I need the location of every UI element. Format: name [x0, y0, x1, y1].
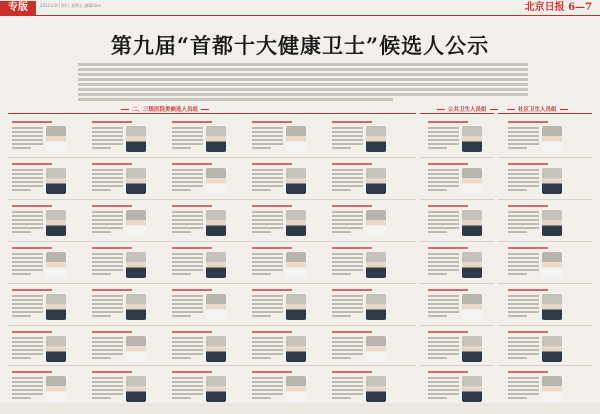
candidate-name-bar	[508, 121, 548, 123]
candidate-name-bar	[332, 331, 372, 333]
candidate-photo	[462, 294, 482, 320]
candidate-photo	[542, 336, 562, 362]
row-divider	[498, 283, 592, 284]
candidate-name-bar	[252, 331, 292, 333]
candidate-photo	[366, 376, 386, 402]
top-bar	[0, 0, 600, 16]
candidate-bio-text	[12, 295, 43, 319]
candidate-bio-text	[428, 337, 459, 361]
candidate-photo	[462, 336, 482, 362]
candidate-bio-text	[252, 211, 283, 235]
candidate-name-bar	[252, 121, 292, 123]
candidate-bio-text	[172, 377, 203, 401]
candidate-photo	[206, 376, 226, 402]
candidate-photo	[46, 294, 66, 320]
row-divider	[420, 199, 494, 200]
candidate-card	[332, 368, 386, 414]
candidate-name-bar	[252, 163, 292, 165]
candidate-card	[252, 368, 306, 414]
row-divider	[498, 365, 592, 366]
candidate-photo	[46, 126, 66, 152]
candidate-name-bar	[92, 205, 132, 207]
candidate-bio-text	[508, 253, 539, 277]
candidate-name-bar	[428, 371, 468, 373]
row-divider	[498, 325, 592, 326]
candidate-bio-text	[172, 295, 203, 319]
candidate-photo	[366, 168, 386, 194]
candidate-bio-text	[332, 253, 363, 277]
candidate-name-bar	[92, 289, 132, 291]
candidate-bio-text	[332, 295, 363, 319]
candidate-photo	[126, 294, 146, 320]
column-title-hospital: 二、三级医院类候选人员组	[118, 107, 212, 114]
candidate-name-bar	[428, 289, 468, 291]
candidate-name-bar	[332, 371, 372, 373]
candidate-name-bar	[92, 163, 132, 165]
candidate-photo	[366, 210, 386, 236]
candidate-bio-text	[92, 253, 123, 277]
candidate-bio-text	[332, 211, 363, 235]
candidate-name-bar	[332, 163, 372, 165]
candidate-bio-text	[12, 127, 43, 151]
dateline: 2021年9月10日 星期五 编辑/xxx	[40, 3, 101, 8]
column-rule-community	[498, 113, 592, 114]
candidate-name-bar	[12, 289, 52, 291]
candidate-name-bar	[332, 121, 372, 123]
row-divider	[498, 241, 592, 242]
row-divider	[420, 157, 494, 158]
row-divider	[420, 283, 494, 284]
row-divider	[8, 157, 416, 158]
candidate-bio-text	[252, 295, 283, 319]
candidate-photo	[206, 336, 226, 362]
candidate-photo	[206, 294, 226, 320]
candidate-bio-text	[428, 127, 459, 151]
column-title-public-health: 公共卫生人员组	[434, 107, 501, 114]
candidate-bio-text	[252, 127, 283, 151]
candidate-photo	[286, 210, 306, 236]
candidate-bio-text	[12, 211, 43, 235]
candidate-photo	[462, 126, 482, 152]
candidate-bio-text	[332, 127, 363, 151]
candidate-name-bar	[252, 247, 292, 249]
candidate-bio-text	[12, 169, 43, 193]
candidate-bio-text	[332, 169, 363, 193]
candidate-name-bar	[12, 247, 52, 249]
row-divider	[8, 325, 416, 326]
candidate-photo	[462, 210, 482, 236]
candidate-photo	[542, 168, 562, 194]
candidate-card	[428, 368, 482, 414]
candidate-bio-text	[428, 295, 459, 319]
candidate-bio-text	[508, 377, 539, 401]
candidate-name-bar	[92, 121, 132, 123]
intro-paragraph	[78, 63, 528, 103]
candidate-photo	[126, 126, 146, 152]
candidate-photo	[286, 168, 306, 194]
candidate-bio-text	[92, 127, 123, 151]
candidate-photo	[206, 252, 226, 278]
candidate-name-bar	[428, 205, 468, 207]
candidate-photo	[126, 376, 146, 402]
candidate-name-bar	[12, 163, 52, 165]
candidate-bio-text	[252, 337, 283, 361]
candidate-bio-text	[92, 295, 123, 319]
candidate-bio-text	[172, 253, 203, 277]
candidate-name-bar	[172, 163, 212, 165]
candidate-photo	[286, 336, 306, 362]
candidate-bio-text	[428, 211, 459, 235]
candidate-photo	[286, 294, 306, 320]
candidate-photo	[542, 376, 562, 402]
candidate-bio-text	[172, 211, 203, 235]
candidate-name-bar	[172, 205, 212, 207]
candidate-photo	[206, 126, 226, 152]
candidate-name-bar	[428, 163, 468, 165]
candidate-card	[172, 368, 226, 414]
candidate-name-bar	[508, 247, 548, 249]
candidate-name-bar	[172, 371, 212, 373]
row-divider	[420, 241, 494, 242]
candidate-photo	[46, 376, 66, 402]
row-divider	[420, 365, 494, 366]
candidate-name-bar	[92, 371, 132, 373]
candidate-bio-text	[12, 253, 43, 277]
candidate-bio-text	[92, 211, 123, 235]
candidate-name-bar	[172, 247, 212, 249]
candidate-bio-text	[92, 337, 123, 361]
candidate-bio-text	[172, 337, 203, 361]
candidate-photo	[286, 126, 306, 152]
candidate-bio-text	[508, 169, 539, 193]
page-title: 第九届“首都十大健康卫士”候选人公示	[110, 33, 490, 58]
candidate-name-bar	[332, 247, 372, 249]
candidate-photo	[286, 252, 306, 278]
candidate-bio-text	[252, 253, 283, 277]
row-divider	[8, 283, 416, 284]
candidate-bio-text	[252, 169, 283, 193]
candidate-bio-text	[172, 127, 203, 151]
candidate-bio-text	[12, 337, 43, 361]
candidate-photo	[366, 126, 386, 152]
candidate-name-bar	[92, 331, 132, 333]
candidate-photo	[542, 294, 562, 320]
candidate-bio-text	[508, 127, 539, 151]
row-divider	[8, 241, 416, 242]
candidate-photo	[126, 336, 146, 362]
candidate-name-bar	[508, 331, 548, 333]
column-rule-public-health	[420, 113, 494, 114]
candidate-bio-text	[12, 377, 43, 401]
candidate-photo	[46, 252, 66, 278]
candidate-photo	[286, 376, 306, 402]
candidate-photo	[126, 210, 146, 236]
candidate-photo	[46, 210, 66, 236]
candidate-name-bar	[508, 163, 548, 165]
candidate-name-bar	[92, 247, 132, 249]
candidate-name-bar	[428, 247, 468, 249]
row-divider	[498, 157, 592, 158]
candidate-photo	[462, 252, 482, 278]
candidate-photo	[462, 168, 482, 194]
candidate-name-bar	[428, 121, 468, 123]
candidate-name-bar	[508, 371, 548, 373]
candidate-bio-text	[92, 169, 123, 193]
candidate-name-bar	[428, 331, 468, 333]
candidate-card	[12, 368, 66, 414]
candidate-photo	[126, 252, 146, 278]
candidate-photo	[126, 168, 146, 194]
masthead: 北京日报 6—7	[524, 2, 592, 13]
candidate-name-bar	[172, 289, 212, 291]
row-divider	[8, 365, 416, 366]
candidate-name-bar	[12, 205, 52, 207]
candidate-photo	[462, 376, 482, 402]
candidate-name-bar	[508, 205, 548, 207]
candidate-bio-text	[428, 377, 459, 401]
section-tag: 专版	[0, 1, 36, 15]
candidate-bio-text	[508, 295, 539, 319]
candidate-bio-text	[332, 377, 363, 401]
candidate-bio-text	[332, 337, 363, 361]
candidate-bio-text	[252, 377, 283, 401]
candidate-photo	[46, 168, 66, 194]
candidate-name-bar	[332, 289, 372, 291]
candidate-name-bar	[252, 371, 292, 373]
candidate-photo	[206, 168, 226, 194]
row-divider	[498, 199, 592, 200]
candidate-photo	[542, 252, 562, 278]
candidate-name-bar	[12, 371, 52, 373]
candidate-photo	[46, 336, 66, 362]
candidate-name-bar	[12, 121, 52, 123]
candidate-photo	[542, 210, 562, 236]
candidate-bio-text	[508, 211, 539, 235]
candidate-bio-text	[428, 253, 459, 277]
candidate-photo	[366, 294, 386, 320]
candidate-card	[92, 368, 146, 414]
candidate-photo	[366, 252, 386, 278]
column-title-community: 社区卫生人员组	[504, 107, 571, 114]
candidate-photo	[366, 336, 386, 362]
candidate-photo	[206, 210, 226, 236]
candidate-bio-text	[92, 377, 123, 401]
row-divider	[8, 199, 416, 200]
candidate-name-bar	[172, 121, 212, 123]
candidate-name-bar	[252, 205, 292, 207]
candidate-bio-text	[508, 337, 539, 361]
candidate-name-bar	[172, 331, 212, 333]
candidate-bio-text	[172, 169, 203, 193]
candidate-card	[508, 368, 562, 414]
column-rule-hospital	[8, 113, 416, 114]
candidate-name-bar	[332, 205, 372, 207]
candidate-name-bar	[508, 289, 548, 291]
candidate-bio-text	[428, 169, 459, 193]
candidate-photo	[542, 126, 562, 152]
candidate-name-bar	[12, 331, 52, 333]
row-divider	[420, 325, 494, 326]
candidate-name-bar	[252, 289, 292, 291]
